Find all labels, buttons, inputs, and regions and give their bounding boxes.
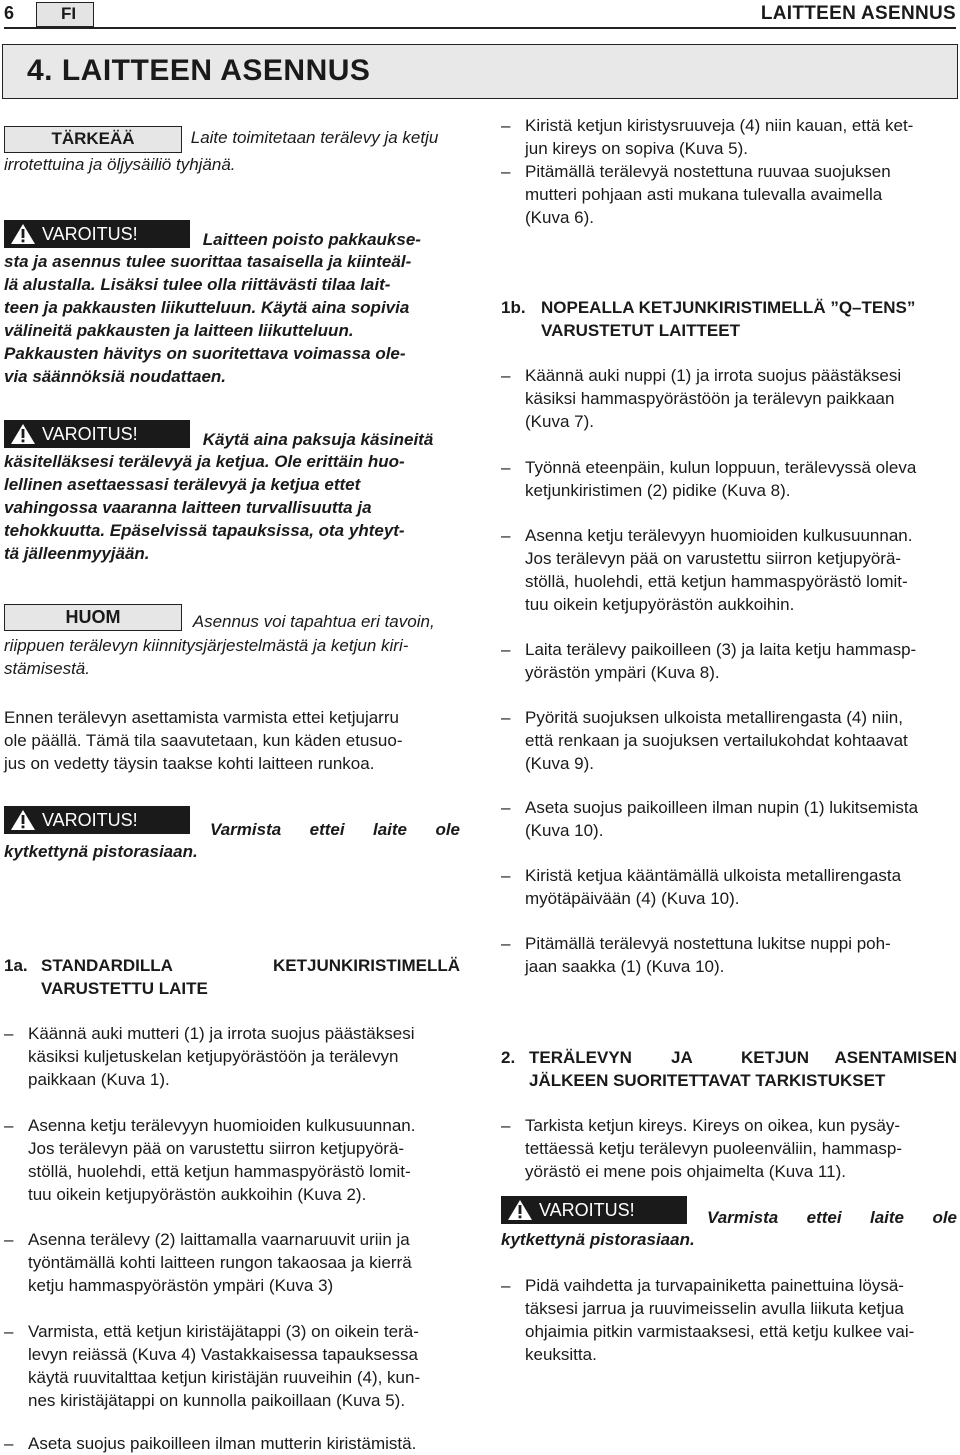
list-item: – Käännä auki nuppi (1) ja irrota suojus päästäksesi käsiksi hammaspyörästöön ja terälevyn paikkaan (Kuva 7). xyxy=(501,366,902,431)
warning-text-line: sta ja asennus tulee suorittaa tasaisella ja kiinteäl- xyxy=(4,252,412,271)
warning-triangle-icon xyxy=(10,423,36,445)
page-number: 6 xyxy=(4,3,15,23)
warning-text-line: käsitelläksesi terälevyä ja ketjua. Ole erittäin huo- xyxy=(4,452,405,471)
warning-triangle-icon xyxy=(507,1199,533,1221)
language-badge: FI xyxy=(36,2,94,27)
list-item: – Pitämällä terälevyä nostettuna lukitse nuppi poh- jaan saakka (1) (Kuva 10). xyxy=(501,934,891,976)
note-text-line: riippuen terälevyn kiinnitysjärjestelmästä ja ketjun kiri- xyxy=(4,636,409,655)
list-item: – Kiristä ketjua kääntämällä ulkoista metallirengasta myötäpäivään (4) (Kuva 10). xyxy=(501,866,902,908)
warning-triangle-icon xyxy=(10,223,36,245)
warning-label: VAROITUS! xyxy=(4,806,190,834)
heading-1b: 1b. NOPEALLA KETJUNKIRISTIMELLÄ ”Q–TENS” VARUSTETUT LAITTEET xyxy=(501,298,916,340)
warning-label: VAROITUS! xyxy=(4,420,190,448)
warning-text-line: teen ja pakkausten liikutteluun. Käytä aina sopivia xyxy=(4,298,410,317)
paragraph-line: Ennen terälevyn asettamista varmista ettei ketjujarru xyxy=(4,708,399,727)
warning-label: VAROITUS! xyxy=(501,1196,687,1224)
list-item: – Varmista, että ketjun kiristäjätappi (3) on oikein terä- levyn reiässä (Kuva 4) Vastakkaisessa tapauksessa käytä ruuvitalttaa ketjun kiristäjän ruuveihin (4), kun- nes kiristäjätappi on kunnolla paikoillaan (Kuva 5). xyxy=(4,1322,421,1410)
warning-text-line: via säännöksiä noudattaen. xyxy=(4,367,227,386)
warning-block xyxy=(4,806,460,863)
list-item: – Aseta suojus paikoilleen ilman mutterin kiristämistä. xyxy=(4,1434,417,1453)
list-item: – Tarkista ketjun kireys. Kireys on oikea, kun pysäy- tettäessä ketju terälevyn puoleenväliin, hammasp- yörästö ei mene pois ohjaimelta (Kuva 11). xyxy=(501,1116,903,1181)
list-item: – Kiristä ketjun kiristysruuveja (4) niin kauan, että ket- jun kireys on sopiva (Kuva 5). xyxy=(501,116,914,158)
warning-text-line: lellinen asettaessasi terälevyä ja ketjua ettet xyxy=(4,475,361,494)
note-text-line: Asennus voi tapahtua eri tavoin, xyxy=(192,612,435,631)
list-item: – Asenna ketju terälevyyn huomioiden kulkusuunnan. Jos terälevyn pää on varustettu siirron ketjupyörä- stöllä, huolehdi, että ketjun hammaspyörästö lomit- tuu oikein ketjupyörästön aukkoihin. xyxy=(501,526,913,614)
warning-text-line: kytkettynä pistorasiaan. xyxy=(501,1230,695,1249)
warning-text-line: Pakkausten hävitys on suoritettava voimassa ole- xyxy=(4,344,406,363)
note-label: HUOM xyxy=(4,604,182,631)
warning-label: VAROITUS! xyxy=(4,220,190,248)
warning-text-line: kytkettynä pistorasiaan. xyxy=(4,842,198,861)
list-item: – Laita terälevy paikoilleen (3) ja laita ketju hammasp- yörästön ympäri (Kuva 8). xyxy=(501,640,917,682)
list-item: – Asenna terälevy (2) laittamalla vaarnaruuvit uriin ja työntämällä kohti laitteen rungon takaosaa ja kierrä ketju hammaspyörästön ympäri (Kuva 3) xyxy=(4,1230,412,1295)
important-text-line: Laite toimitetaan terälevy ja ketju xyxy=(190,128,439,147)
important-label: TÄRKEÄÄ xyxy=(4,126,182,153)
heading-2: 2. TERÄLEVYN JA KETJUN ASENTAMISEN JÄLKEEN SUORITETTAVAT TARKISTUKSET xyxy=(501,1048,957,1090)
list-item: – Pitämällä terälevyä nostettuna ruuvaa suojuksen mutteri pohjaan asti mukana tulevalla avaimella (Kuva 6). xyxy=(501,162,891,227)
list-item: – Asenna ketju terälevyyn huomioiden kulkusuunnan. Jos terälevyn pää on varustettu siirron ketjupyörä- stöllä, huolehdi, että ketjun hammaspyörästö lomit- tuu oikein ketjupyörästön aukkoihin (Kuva 2). xyxy=(4,1116,416,1204)
warning-text-line: tä jälleenmyyjään. xyxy=(4,544,150,563)
warning-text-line: Käytä aina paksuja käsineitä xyxy=(202,430,434,449)
header-rule xyxy=(4,27,956,29)
list-item: – Pyöritä suojuksen ulkoista metallirengasta (4) niin, että renkaan ja suojuksen vertailukohdat kohtaavat (Kuva 9). xyxy=(501,708,908,773)
heading-1a: 1a. STANDARDILLA KETJUNKIRISTIMELLÄ VARUSTETTU LAITE xyxy=(4,956,460,998)
running-title: LAITTEEN ASENNUS xyxy=(760,3,956,24)
chain-brake-paragraph xyxy=(4,706,460,775)
note-text-line: stämisestä. xyxy=(4,659,90,678)
warning-text-line: Laitteen poisto pakkaukse- xyxy=(202,230,421,249)
warning-block xyxy=(501,1196,957,1251)
note-block xyxy=(4,604,460,680)
warning-text-line: Varmista ettei laite ole xyxy=(210,820,460,839)
important-note xyxy=(4,126,460,176)
warning-text-line: Varmista ettei laite ole xyxy=(707,1208,957,1227)
list-item: – Käännä auki mutteri (1) ja irrota suojus päästäksesi käsiksi kuljetuskelan ketjupyörästöön ja terälevyn paikkaan (Kuva 1). xyxy=(4,1024,415,1089)
list-item: – Työnnä eteenpäin, kulun loppuun, terälevyssä oleva ketjunkiristimen (2) pidike (Kuva 8). xyxy=(501,458,917,500)
warning-text-line: tehokkuutta. Epäselvissä tapauksissa, ota yhteyt- xyxy=(4,521,405,540)
section-title: 4. LAITTEEN ASENNUS xyxy=(2,44,958,99)
paragraph-line: jus on vedetty täysin taakse kohti laitteen runkoa. xyxy=(4,754,375,773)
warning-block xyxy=(4,220,460,388)
list-item: – Pidä vaihdetta ja turvapainiketta painettuina löysä- täksesi jarrua ja ruuvimeisselin avulla liikuta ketjua ohjaimia pitkin varmistaaksesi, että ketju kulkee vai- keuksitta. xyxy=(501,1276,915,1364)
warning-text-line: välineitä pakkausten ja laitteen liikutteluun. xyxy=(4,321,354,340)
paragraph-line: ole päällä. Tämä tila saavutetaan, kun käden etusuo- xyxy=(4,731,403,750)
warning-text-line: vahingossa vaaranna laitteen turvallisuutta ja xyxy=(4,498,372,517)
warning-text-line: lä alustalla. Lisäksi tulee olla riittävästi tilaa lait- xyxy=(4,275,391,294)
warning-triangle-icon xyxy=(10,809,36,831)
important-text-line: irrotettuina ja öljysäiliö tyhjänä. xyxy=(4,155,236,174)
warning-block xyxy=(4,420,460,565)
list-item: – Aseta suojus paikoilleen ilman nupin (1) lukitsemista (Kuva 10). xyxy=(501,798,919,840)
